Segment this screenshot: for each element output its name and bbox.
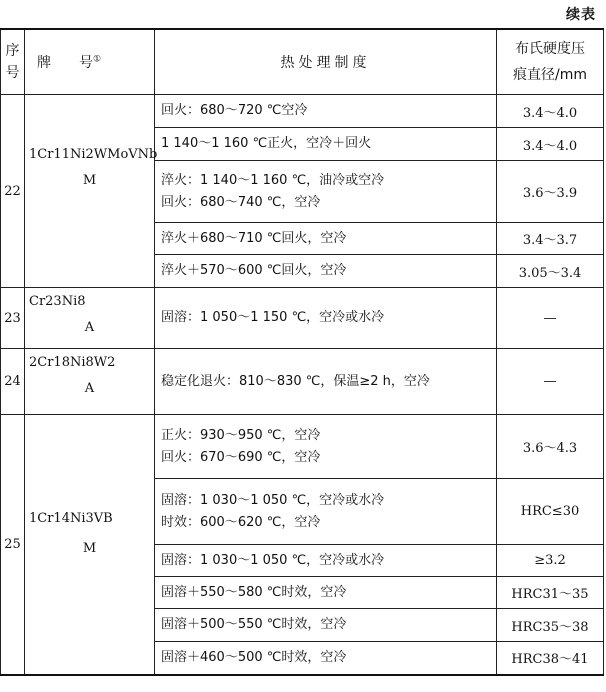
heat-treatment-cell (155, 609, 497, 642)
grade-cell (25, 415, 155, 675)
grade-class: M (82, 173, 97, 188)
heat-treatment-line: 回火：670～690 ℃，空冷 (161, 449, 321, 465)
header-serial-number (1, 29, 25, 95)
heat-treatment-line: 1 140～1 160 ℃正火，空冷＋回火 (161, 136, 372, 151)
heat-treatment-cell (155, 161, 497, 223)
header-hardness-line2: 痕直径/mm (513, 67, 587, 83)
grade-class: A (84, 381, 95, 396)
heat-treatment-line: 固溶＋500～550 ℃时效，空冷 (161, 617, 347, 632)
heat-treatment-cell (155, 415, 497, 479)
heat-treatment-line: 固溶：1 030～1 050 ℃，空冷或水冷 (161, 552, 385, 568)
heat-treatment-line: 回火：680～720 ℃空冷 (161, 103, 308, 118)
hardness-cell: — (497, 288, 604, 349)
heat-treatment-line: 淬火：1 140～1 160 ℃，油冷或空冷 (161, 172, 385, 188)
heat-treatment-cell (155, 95, 497, 128)
heat-treatment-line: 时效：600～620 ℃，空冷 (161, 514, 321, 530)
heat-treatment-cell (155, 255, 497, 288)
grade-name: 1Cr14Ni3VB (29, 511, 113, 526)
heat-treatment-cell (155, 642, 497, 675)
grade-name: 2Cr18Ni8W2 (29, 355, 116, 370)
hardness-cell: 3.6～4.3 (497, 415, 604, 479)
hardness-cell: 3.4～3.7 (497, 223, 604, 255)
serial-number-cell: 22 (1, 95, 25, 288)
heat-treatment-cell (155, 349, 497, 415)
header-grade-footnote: ① (93, 54, 102, 65)
hardness-cell: HRC35～38 (497, 609, 604, 642)
header-brinell-hardness (497, 29, 604, 95)
heat-treatment-line: 固溶＋460～500 ℃时效，空冷 (161, 649, 347, 665)
header-serial-line1: 序 (5, 43, 20, 59)
hardness-cell: — (497, 349, 604, 415)
heat-treatment-line: 固溶＋550～580 ℃时效，空冷 (161, 584, 347, 600)
hardness-cell: HRC31～35 (497, 577, 604, 609)
header-heat-treatment: 热处理制度 (155, 29, 497, 95)
grade-cell (25, 288, 155, 349)
heat-treatment-cell (155, 128, 497, 161)
table-row (1, 415, 604, 479)
heat-treatment-cell (155, 479, 497, 545)
heat-treatment-cell (155, 545, 497, 577)
header-row (1, 29, 604, 95)
heat-treatment-line: 固溶：1 030～1 050 ℃，空冷或水冷 (161, 492, 385, 508)
hardness-cell: 3.4～4.0 (497, 95, 604, 128)
table-row (1, 349, 604, 415)
heat-treatment-line: 淬火＋680～710 ℃回火，空冷 (161, 230, 347, 246)
heat-treatment-cell (155, 223, 497, 255)
heat-treatment-cell (155, 577, 497, 609)
hardness-cell: 3.6～3.9 (497, 161, 604, 223)
header-grade-label: 牌 号 (37, 55, 93, 71)
heat-treatment-line: 稳定化退火：810～830 ℃，保温≥2 h，空冷 (161, 373, 430, 389)
heat-treatment-table (0, 28, 604, 676)
heat-treatment-cell (155, 288, 497, 349)
grade-cell (25, 349, 155, 415)
hardness-cell: 3.05～3.4 (497, 255, 604, 288)
serial-number-cell: 25 (1, 415, 25, 675)
grade-cell (25, 95, 158, 288)
hardness-cell: HRC38～41 (497, 642, 604, 675)
hardness-cell: ≥3.2 (497, 545, 604, 577)
continued-label: 续表 (566, 7, 596, 23)
table-row (1, 288, 604, 349)
grade-class: M (82, 541, 97, 556)
heat-treatment-line: 固溶：1 050～1 150 ℃，空冷或水冷 (161, 310, 385, 325)
header-serial-line2: 号 (5, 65, 20, 81)
hardness-cell: 3.4～4.0 (497, 128, 604, 161)
table-row (1, 95, 604, 128)
header-hardness-line1: 布氏硬度压 (515, 41, 585, 57)
heat-treatment-line: 正火：930～950 ℃，空冷 (161, 427, 321, 443)
grade-class: A (84, 320, 95, 335)
grade-name: Cr23Ni8 (29, 294, 86, 309)
hardness-cell: HRC≤30 (497, 479, 604, 545)
grade-name: 1Cr11Ni2WMoVNb (29, 147, 158, 162)
header-grade (25, 29, 155, 95)
serial-number-cell: 23 (1, 288, 25, 349)
heat-treatment-line: 淬火＋570～600 ℃回火，空冷 (161, 263, 347, 278)
serial-number-cell: 24 (1, 349, 25, 415)
heat-treatment-line: 回火：680～740 ℃，空冷 (161, 194, 321, 210)
